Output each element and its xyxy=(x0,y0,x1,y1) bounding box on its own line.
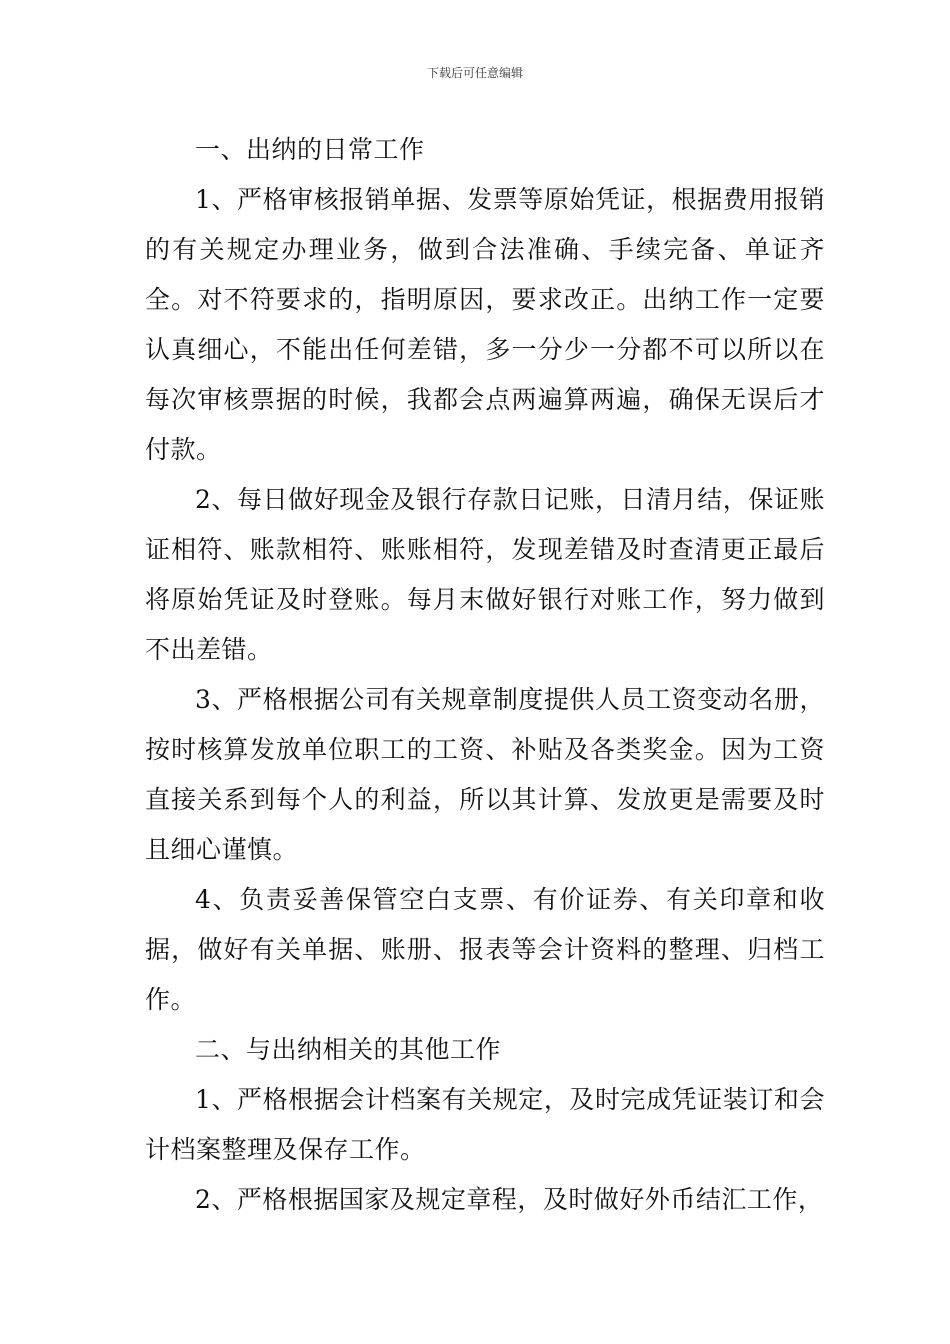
section-heading-1: 一、出纳的日常工作 xyxy=(195,135,425,164)
paragraph-1-2: 2、每日做好现金及银行存款日记账，日清月结，保证账证相符、账款相符、账账相符，发现差错及时查清更正最后将原始凭证及时登账。每月末做好银行对账工作，努力做到不出差错。 xyxy=(145,485,825,664)
paragraph-1-4: 4、负责妥善保管空白支票、有价证券、有关印章和收据，做好有关单据、账册、报表等会计资料的整理、归档工作。 xyxy=(145,885,825,1014)
paragraph-1-3: 3、严格根据公司有关规章制度提供人员工资变动名册，按时核算发放单位职工的工资、补贴及各类奖金。因为工资直接关系到每个人的利益，所以其计算、发放更是需要及时且细心谨慎。 xyxy=(145,685,825,864)
document-body xyxy=(145,125,825,1225)
paragraph-1-1: 1、严格审核报销单据、发票等原始凭证，根据费用报销的有关规定办理业务，做到合法准确、手续完备、单证齐全。对不符要求的，指明原因，要求改正。出纳工作一定要认真细心，不能出任何差错，多一分少一分都不可以所以在每次审核票据的时候，我都会点两遍算两遍，确保无误后才付款。 xyxy=(145,185,825,464)
page-header-note: 下载后可任意编辑 xyxy=(426,66,523,80)
paragraph-2-2: 2、严格根据国家及规定章程，及时做好外币结汇工作， xyxy=(195,1185,824,1214)
paragraph-2-1: 1、严格根据会计档案有关规定，及时完成凭证装订和会计档案整理及保存工作。 xyxy=(145,1085,825,1164)
section-heading-2: 二、与出纳相关的其他工作 xyxy=(195,1035,502,1064)
